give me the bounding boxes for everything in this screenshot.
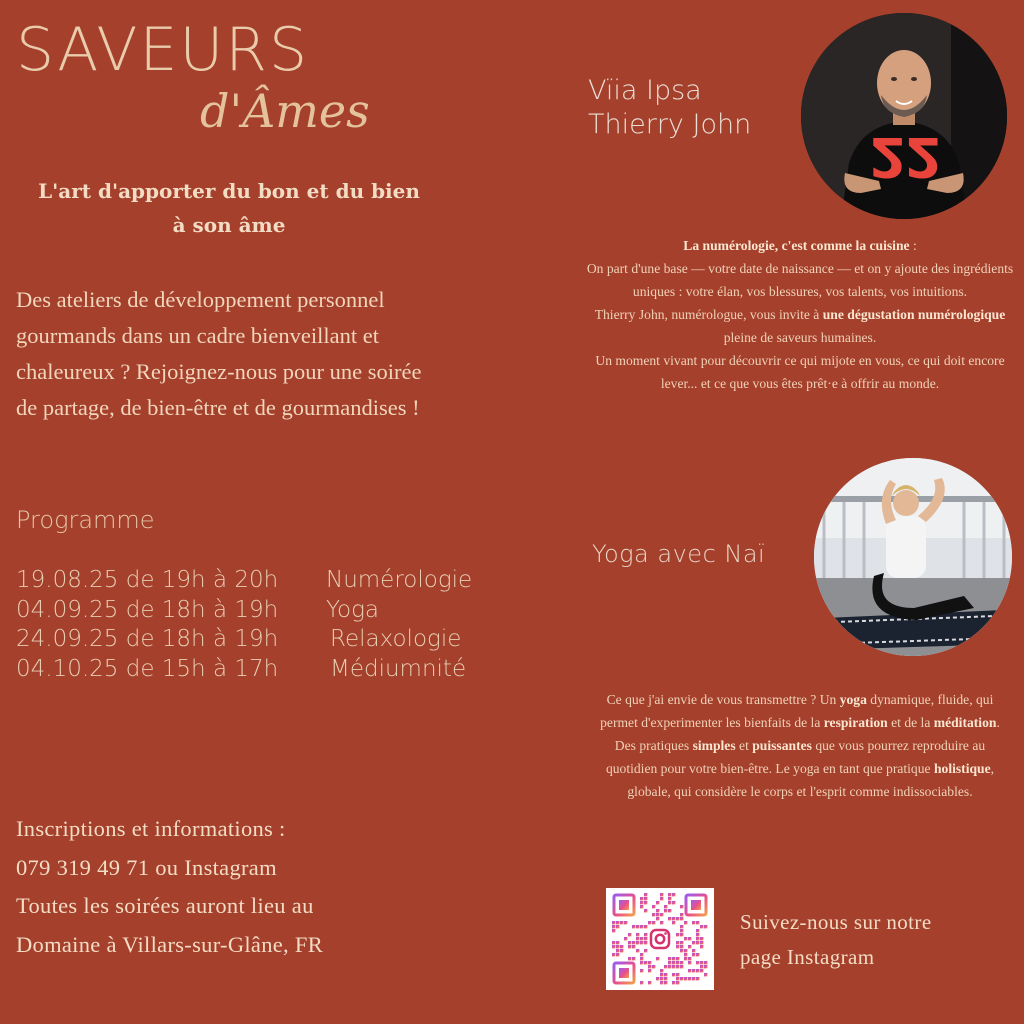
qr-module xyxy=(640,905,643,908)
contact-phone[interactable]: 079 319 49 71 ou Instagram xyxy=(16,854,277,880)
qr-module xyxy=(700,965,703,968)
tagline-line-1: L'art d'apporter du bon et du bien xyxy=(38,179,420,203)
programme-topic: Numérologie xyxy=(326,567,473,593)
qr-module xyxy=(644,893,647,896)
qr-module xyxy=(688,957,691,960)
qr-module xyxy=(640,897,643,900)
qr-module xyxy=(652,965,655,968)
qr-module xyxy=(680,961,683,964)
qr-module xyxy=(664,973,667,976)
qr-module xyxy=(620,945,623,948)
qr-module xyxy=(612,953,615,956)
qr-module xyxy=(656,909,659,912)
qr-module xyxy=(700,925,703,928)
qr-module xyxy=(680,917,683,920)
qr-module xyxy=(676,973,679,976)
brand-title: SAVEURS xyxy=(16,15,310,85)
qr-module xyxy=(636,933,639,936)
qr-module xyxy=(656,957,659,960)
qr-module xyxy=(676,945,679,948)
qr-module xyxy=(680,933,683,936)
qr-module xyxy=(628,933,631,936)
qr-module xyxy=(640,925,643,928)
qr-module xyxy=(664,965,667,968)
contact-info xyxy=(16,810,536,964)
qr-module xyxy=(668,917,671,920)
contact-line: Domaine à Villars-sur-Glâne, FR xyxy=(16,931,324,957)
qr-module xyxy=(640,961,643,964)
qr-module xyxy=(660,981,663,984)
qr-module xyxy=(684,977,687,980)
qr-module xyxy=(676,941,679,944)
qr-module xyxy=(640,937,643,940)
follow-line: Suivez-nous sur notre xyxy=(740,910,932,934)
qr-module xyxy=(620,921,623,924)
qr-module xyxy=(672,961,675,964)
yoga-description: Ce que j'ai envie de vous transmettre ? Un yoga dynamique, fluide, qui permet d'experimenter les bienfaits de la respiration et de la méditation. Des pratiques simples et puissantes que vous pourrez reproduire au quotidien pour votre bien-être. Le yoga en tant que pratique holistique, globale, qui considère le corps et l'esprit comme indissociables. xyxy=(600,692,1000,799)
tagline-line-2: à son âme xyxy=(172,213,286,237)
numerologie-description xyxy=(585,234,1015,395)
qr-module xyxy=(624,921,627,924)
qr-module xyxy=(672,917,675,920)
qr-module xyxy=(704,965,707,968)
qr-module xyxy=(672,957,675,960)
qr-module xyxy=(632,925,635,928)
qr-module xyxy=(660,977,663,980)
programme-date: 04.10.25 de 15h à 17h xyxy=(16,655,279,682)
qr-module xyxy=(676,933,679,936)
qr-module xyxy=(704,973,707,976)
qr-module xyxy=(640,941,643,944)
programme-date: 24.09.25 de 18h à 19h xyxy=(16,626,279,652)
qr-module xyxy=(700,961,703,964)
qr-module xyxy=(696,941,699,944)
programme-row xyxy=(16,655,536,685)
qr-module xyxy=(640,901,643,904)
yoga-title: Yoga avec Naï xyxy=(592,540,766,568)
qr-module xyxy=(640,969,643,972)
qr-module xyxy=(644,909,647,912)
qr-module xyxy=(624,937,627,940)
qr-module xyxy=(668,965,671,968)
programme-date: 19.08.25 de 19h à 20h xyxy=(16,567,279,593)
thierry-portrait-image xyxy=(801,13,1007,219)
intro-line: Des ateliers de développement personnel xyxy=(16,287,385,312)
qr-module xyxy=(676,965,679,968)
qr-module xyxy=(656,913,659,916)
qr-module xyxy=(644,901,647,904)
qr-module xyxy=(612,941,615,944)
qr-module xyxy=(664,909,667,912)
qr-module xyxy=(700,937,703,940)
qr-module xyxy=(700,945,703,948)
qr-module xyxy=(688,969,691,972)
qr-module xyxy=(640,957,643,960)
numerologue-name xyxy=(588,74,751,142)
qr-module xyxy=(696,969,699,972)
qr-module xyxy=(644,949,647,952)
qr-module xyxy=(616,925,619,928)
qr-module xyxy=(616,953,619,956)
follow-instagram-text[interactable] xyxy=(740,905,1010,975)
qr-module xyxy=(676,981,679,984)
qr-module xyxy=(672,893,675,896)
qr-module xyxy=(656,901,659,904)
numerologie-p2: On part d'une base — votre date de naissance — et on y ajoute des ingrédients uniques : votre élan, vos blessures, vos talents, vos intuitions. xyxy=(586,261,1014,299)
qr-module xyxy=(636,925,639,928)
qr-module xyxy=(684,953,687,956)
numerologie-p4: Un moment vivant pour découvrir ce qui mijote en vous, ce qui doit encore lever... et ce que vous êtes prêt·e à offrir au monde. xyxy=(595,353,1005,391)
qr-module xyxy=(680,941,683,944)
qr-module xyxy=(612,929,615,932)
qr-module xyxy=(644,961,647,964)
qr-module xyxy=(644,897,647,900)
qr-module xyxy=(696,921,699,924)
qr-module xyxy=(700,941,703,944)
qr-module xyxy=(668,961,671,964)
badge-22: 22 xyxy=(869,125,941,188)
qr-module xyxy=(676,977,679,980)
qr-module xyxy=(696,929,699,932)
qr-module xyxy=(660,897,663,900)
qr-module xyxy=(632,945,635,948)
qr-module xyxy=(688,961,691,964)
qr-module xyxy=(700,969,703,972)
qr-module xyxy=(668,893,671,896)
qr-module xyxy=(644,941,647,944)
qr-module xyxy=(704,925,707,928)
qr-module xyxy=(692,977,695,980)
programme-list xyxy=(16,566,536,684)
qr-module xyxy=(636,937,639,940)
contact-line: Toutes les soirées auront lieu au xyxy=(16,893,314,918)
instagram-qr-code[interactable] xyxy=(606,888,714,990)
qr-module xyxy=(636,941,639,944)
qr-module xyxy=(616,921,619,924)
qr-module xyxy=(648,969,651,972)
qr-module xyxy=(616,945,619,948)
qr-module xyxy=(680,945,683,948)
qr-module xyxy=(652,913,655,916)
programme-topic: Médiumnité xyxy=(330,655,467,682)
qr-module xyxy=(628,945,631,948)
qr-module xyxy=(644,933,647,936)
qr-module xyxy=(616,941,619,944)
qr-module xyxy=(660,921,663,924)
intro-line: de partage, de bien-être et de gourmandises ! xyxy=(16,395,420,420)
qr-module xyxy=(676,917,679,920)
nai-yoga-image xyxy=(814,458,1012,656)
qr-module xyxy=(612,945,615,948)
numerologue-name-line-2: Thierry John xyxy=(588,109,752,140)
qr-module xyxy=(692,941,695,944)
qr-module xyxy=(656,977,659,980)
qr-module xyxy=(696,977,699,980)
programme-title: Programme xyxy=(16,506,155,534)
intro-line: chaleureux ? Rejoignez-nous pour une soirée xyxy=(16,359,422,384)
qr-module xyxy=(648,965,651,968)
qr-module xyxy=(648,961,651,964)
thierry-photo xyxy=(801,13,1007,219)
qr-module xyxy=(644,925,647,928)
qr-module xyxy=(640,953,643,956)
nai-photo xyxy=(814,458,1012,656)
qr-module xyxy=(696,933,699,936)
qr-module xyxy=(692,921,695,924)
qr-module xyxy=(696,953,699,956)
qr-module xyxy=(672,981,675,984)
qr-module xyxy=(668,897,671,900)
qr-module xyxy=(668,957,671,960)
qr-module xyxy=(692,949,695,952)
qr-module xyxy=(628,941,631,944)
qr-module xyxy=(684,949,687,952)
qr-module xyxy=(676,957,679,960)
qr-module xyxy=(628,957,631,960)
qr-module xyxy=(660,893,663,896)
instagram-icon xyxy=(648,927,672,951)
qr-module xyxy=(684,937,687,940)
qr-module xyxy=(688,945,691,948)
qr-module xyxy=(612,921,615,924)
qr-module xyxy=(660,913,663,916)
qr-module xyxy=(672,921,675,924)
qr-module xyxy=(648,921,651,924)
programme-row xyxy=(16,596,536,626)
intro-text xyxy=(16,282,556,426)
qr-module xyxy=(632,957,635,960)
qr-module xyxy=(620,949,623,952)
qr-module xyxy=(664,981,667,984)
follow-line: page Instagram xyxy=(740,945,875,969)
brand-subtitle: d'Âmes xyxy=(200,84,370,138)
qr-module xyxy=(680,949,683,952)
qr-code-icon xyxy=(606,888,714,990)
qr-module xyxy=(632,941,635,944)
tagline xyxy=(14,174,444,242)
qr-module xyxy=(660,973,663,976)
numerologue-name-line-1: Vïia Ipsa xyxy=(588,75,702,106)
qr-module xyxy=(668,909,671,912)
qr-module xyxy=(672,901,675,904)
qr-module xyxy=(652,905,655,908)
programme-topic: Relaxologie xyxy=(330,626,462,652)
intro-line: gourmands dans un cadre bienveillant et xyxy=(16,323,380,348)
qr-module xyxy=(672,965,675,968)
qr-module xyxy=(696,937,699,940)
qr-module xyxy=(664,977,667,980)
numerologie-p3: Thierry John, numérologue, vous invite à une dégustation numérologique pleine de saveurs humaines. xyxy=(594,307,1006,345)
qr-module xyxy=(692,953,695,956)
qr-module xyxy=(684,921,687,924)
qr-module xyxy=(680,913,683,916)
programme-topic: Yoga xyxy=(326,596,379,623)
qr-module xyxy=(616,949,619,952)
qr-module xyxy=(648,981,651,984)
qr-module xyxy=(684,957,687,960)
qr-module xyxy=(668,901,671,904)
qr-module xyxy=(680,977,683,980)
qr-module xyxy=(692,969,695,972)
qr-module xyxy=(660,969,663,972)
qr-module xyxy=(652,921,655,924)
qr-module xyxy=(676,961,679,964)
qr-module xyxy=(680,905,683,908)
programme-row xyxy=(16,566,536,596)
qr-module xyxy=(688,937,691,940)
qr-module xyxy=(636,949,639,952)
qr-module xyxy=(612,925,615,928)
numerologie-p1: La numérologie, c'est comme la cuisine : xyxy=(683,238,917,253)
programme-row xyxy=(16,625,536,655)
contact-line: Inscriptions et informations : xyxy=(16,816,286,841)
qr-module xyxy=(644,937,647,940)
qr-module xyxy=(672,973,675,976)
programme-date: 04.09.25 de 18h à 19h xyxy=(16,596,279,623)
qr-module xyxy=(664,905,667,908)
qr-module xyxy=(680,965,683,968)
qr-module xyxy=(704,961,707,964)
qr-module xyxy=(680,925,683,928)
qr-module xyxy=(680,929,683,932)
qr-module xyxy=(656,917,659,920)
qr-module xyxy=(688,977,691,980)
qr-module xyxy=(696,961,699,964)
qr-module xyxy=(640,981,643,984)
